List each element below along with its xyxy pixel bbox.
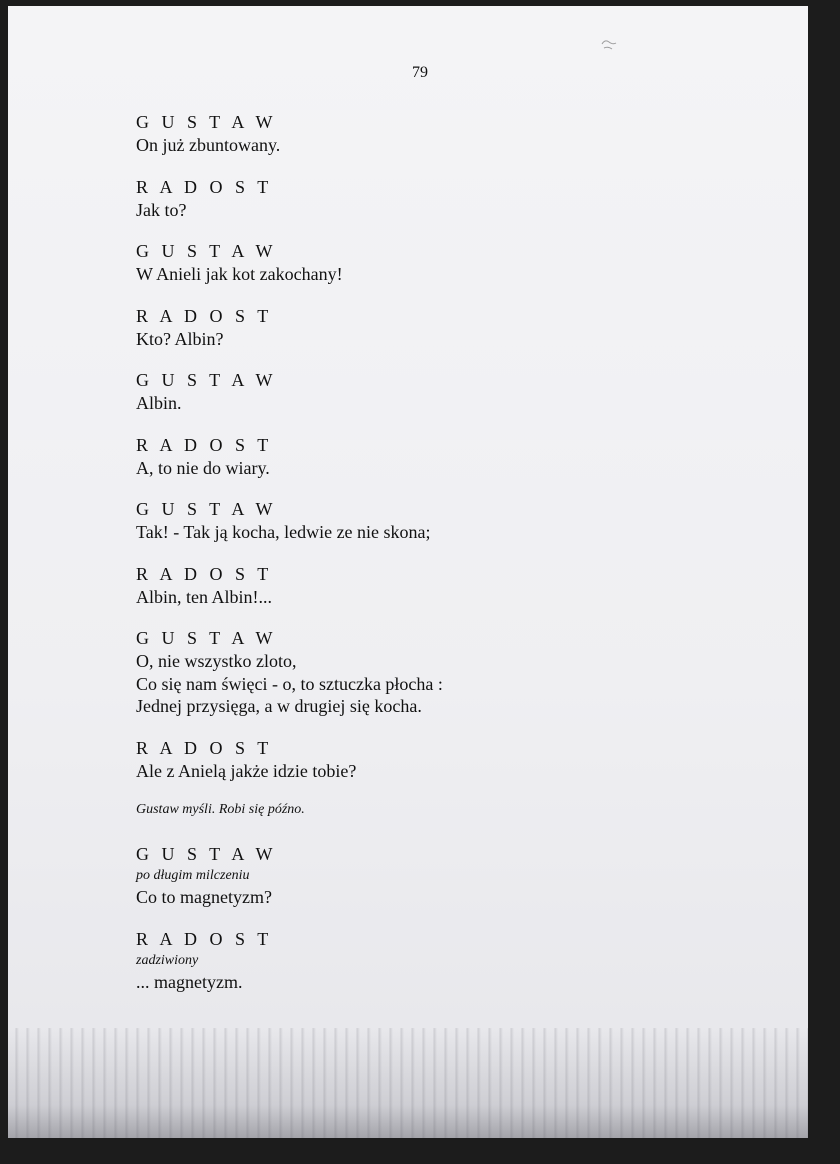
dialogue-entry [136, 736, 736, 783]
dialogue-entry [136, 562, 736, 609]
dialogue-line: Ale z Anielą jakże idzie tobie? [136, 760, 357, 781]
dialogue-line: Jak to? [136, 199, 187, 220]
dialogue-line: O, nie wszystko zloto, [136, 651, 297, 671]
stage-direction: Gustaw myśli. Robi się późno. [136, 802, 305, 817]
speaker-name: R A D O S T [136, 176, 273, 197]
dialogue-entry [136, 304, 736, 351]
dialogue-line: A, to nie do wiary. [136, 457, 270, 478]
dialogue-entry [136, 110, 736, 157]
dialogue-entry [136, 927, 736, 994]
speaker-name: G U S T A W [136, 370, 277, 390]
page-number: 79 [412, 64, 428, 81]
dialogue-entry [136, 497, 736, 544]
dialogue-line: Co się nam święci - o, to sztuczka płocha : [136, 673, 443, 694]
dialogue-line: Kto? Albin? [136, 328, 224, 349]
dialogue-line: Tak! - Tak ją kocha, ledwie ze nie skona; [136, 522, 431, 542]
speaker-name: G U S T A W [136, 628, 277, 648]
speaker-name: G U S T A W [136, 844, 277, 864]
dialogue-line: Albin, ten Albin!... [136, 586, 272, 607]
dialogue-entry [136, 626, 736, 718]
dialogue-entry [136, 433, 736, 480]
speaker-direction: zadziwiony [136, 952, 199, 968]
speaker-name: R A D O S T [136, 434, 273, 455]
dialogue-line: Albin. [136, 393, 182, 413]
speaker-name: G U S T A W [136, 112, 277, 132]
dialogue-line: ... magnetyzm. [136, 971, 243, 992]
dust-speck-icon [600, 38, 618, 52]
speaker-name: G U S T A W [136, 241, 277, 261]
speaker-name: R A D O S T [136, 563, 273, 584]
dialogue-line: On już zbuntowany. [136, 135, 281, 155]
speaker-name: R A D O S T [136, 928, 273, 949]
dialogue-entry [136, 239, 736, 286]
dialogue-line: Co to magnetyzm? [136, 887, 272, 907]
speaker-name: R A D O S T [136, 737, 273, 758]
dialogue-entry [136, 842, 736, 909]
dialogue-entry [136, 368, 736, 415]
dialogue-line: Jednej przysięga, a w drugiej się kocha. [136, 696, 422, 716]
document-page [8, 6, 808, 1138]
speaker-direction: po długim milczeniu [136, 868, 250, 883]
speaker-name: R A D O S T [136, 305, 273, 326]
dialogue-line: W Anieli jak kot zakochany! [136, 264, 343, 284]
dialogue-text [136, 110, 736, 1011]
speaker-name: G U S T A W [136, 499, 277, 519]
dialogue-entry [136, 175, 736, 222]
